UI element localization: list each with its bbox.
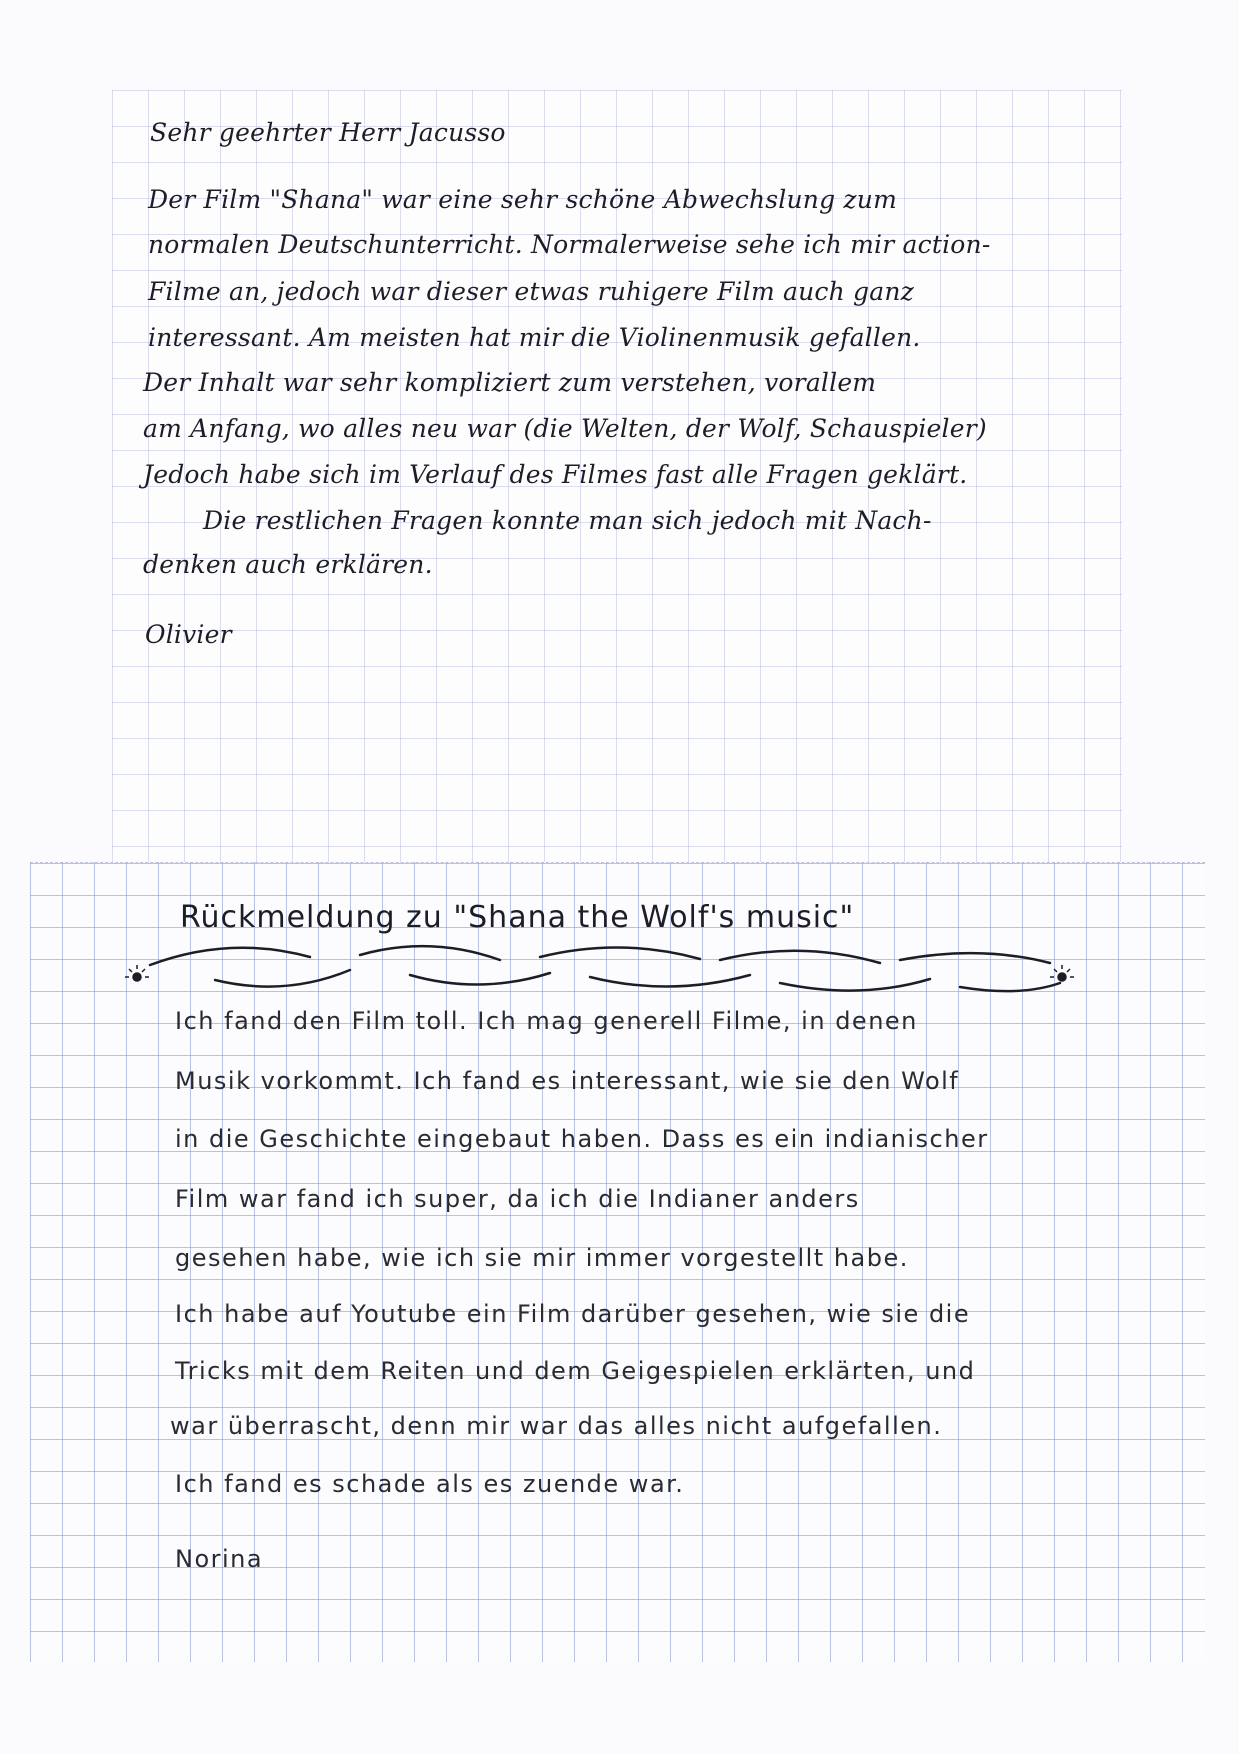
wave-stroke <box>720 951 880 963</box>
wave-stroke <box>215 970 350 987</box>
letter-greeting: Sehr geehrter Herr Jacusso <box>150 118 506 147</box>
letter-line: Jedoch habe sich im Verlauf des Filmes fast alle Fragen geklärt. <box>143 460 968 489</box>
wave-stroke <box>410 973 550 985</box>
wave-stroke <box>150 948 310 965</box>
feedback-line: war überrascht, denn mir war das alles nicht aufgefallen. <box>170 1412 943 1440</box>
feedback-line: Tricks mit dem Reiten und dem Geigespielen erklärten, und <box>175 1357 976 1385</box>
letter-line: Filme an, jedoch war dieser etwas ruhigere Film auch ganz <box>148 277 915 306</box>
feedback-line: Film war fand ich super, da ich die Indianer anders <box>175 1185 860 1213</box>
letter-signature: Olivier <box>145 620 232 649</box>
letter-line: interessant. Am meisten hat mir die Violinenmusik gefallen. <box>148 323 921 352</box>
wave-stroke <box>540 947 700 959</box>
feedback-signature: Norina <box>175 1545 264 1573</box>
feedback-line: Ich fand es schade als es zuende war. <box>175 1470 685 1498</box>
sun-doodle-right <box>1058 973 1066 981</box>
wave-ornament <box>120 935 1080 1005</box>
sun-doodle-left <box>133 973 141 981</box>
letter-line: Der Film "Shana" war eine sehr schöne Abwechslung zum <box>148 185 898 214</box>
wave-stroke <box>590 975 750 987</box>
letter-line: denken auch erklären. <box>143 550 433 579</box>
feedback-line: gesehen habe, wie ich sie mir immer vorgestellt habe. <box>175 1244 909 1272</box>
letter-line: am Anfang, wo alles neu war (die Welten, der Wolf, Schauspieler) <box>143 414 987 443</box>
feedback-title: Rückmeldung zu "Shana the Wolf's music" <box>180 900 855 935</box>
letter-line: Die restlichen Fragen konnte man sich jedoch mit Nach- <box>203 506 932 535</box>
feedback-line: Musik vorkommt. Ich fand es interessant, wie sie den Wolf <box>175 1067 960 1095</box>
letter-line: Der Inhalt war sehr kompliziert zum verstehen, vorallem <box>143 368 877 397</box>
wave-stroke <box>780 979 930 991</box>
feedback-line: in die Geschichte eingebaut haben. Dass es ein indianischer <box>175 1125 989 1153</box>
feedback-line: Ich habe auf Youtube ein Film darüber gesehen, wie sie die <box>175 1300 971 1328</box>
letter-line: normalen Deutschunterricht. Normalerweise sehe ich mir action- <box>148 230 991 259</box>
wave-stroke <box>960 983 1060 991</box>
wave-stroke <box>360 946 500 960</box>
feedback-line: Ich fand den Film toll. Ich mag generell Filme, in denen <box>175 1007 918 1035</box>
wave-stroke <box>900 953 1050 963</box>
